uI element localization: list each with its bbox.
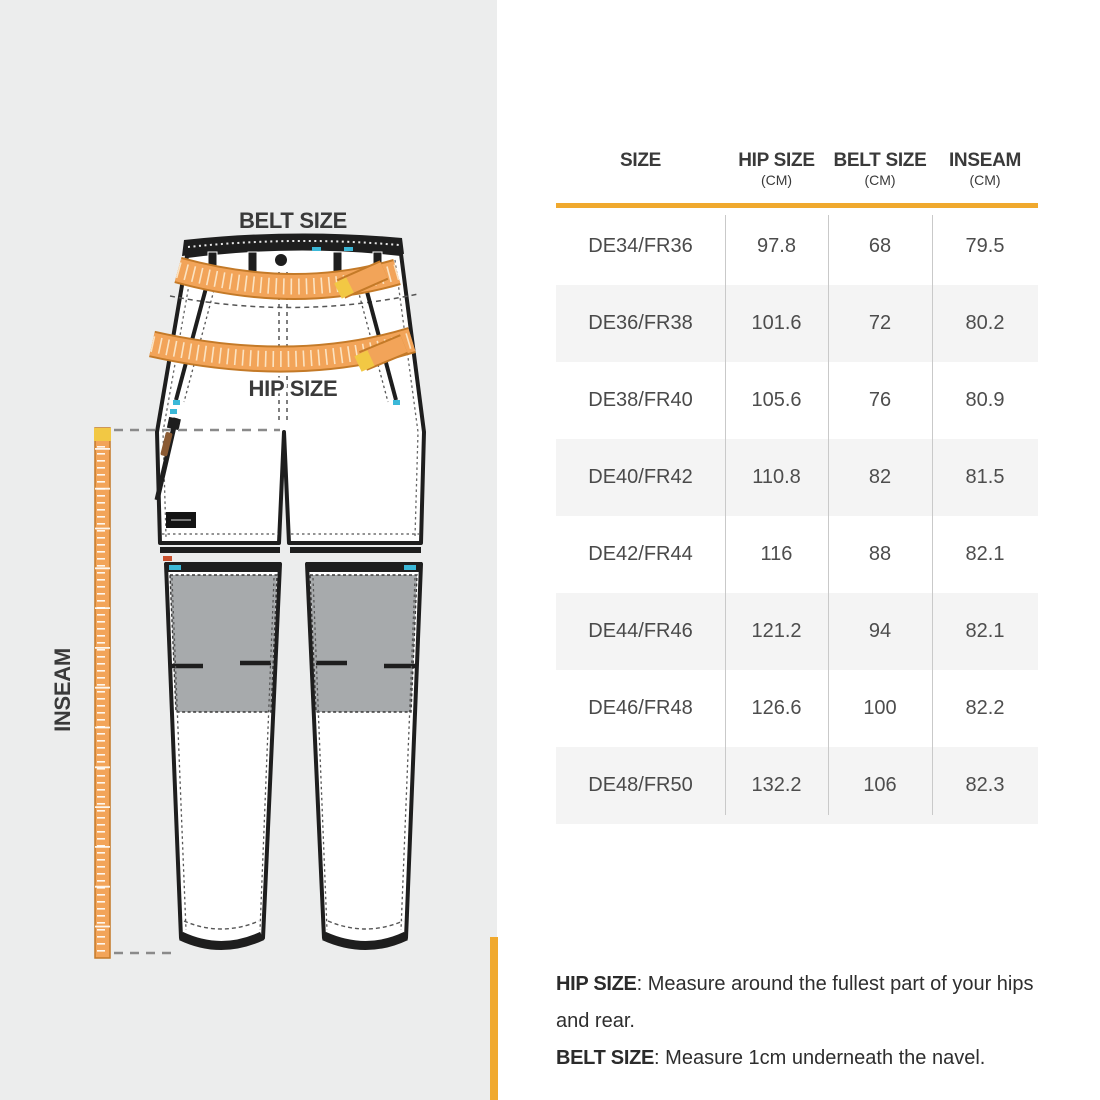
- cell-size: DE48/FR50: [588, 774, 693, 796]
- cyan-accent-knee-right: [404, 565, 416, 570]
- cyan-accent-waist-right: [344, 247, 353, 251]
- accent-bar: [490, 937, 498, 1100]
- ruler-yellow-cap: [94, 428, 111, 441]
- cell-belt: 100: [863, 697, 897, 719]
- zip-off-leg-left: [163, 556, 281, 948]
- column-divider: [828, 215, 829, 815]
- belt-measuring-tape: [178, 270, 397, 291]
- cell-size: DE42/FR44: [588, 543, 693, 565]
- cell-size: DE44/FR46: [588, 620, 693, 642]
- diagram-panel: [0, 0, 497, 1100]
- inseam-label: INSEAM: [50, 648, 75, 732]
- cell-inseam: 82.1: [965, 543, 1005, 565]
- table-row: [556, 285, 1038, 362]
- belt-size-label: BELT SIZE: [238, 208, 348, 233]
- cyan-accent-pocket-left-1: [173, 400, 180, 405]
- cell-size: DE46/FR48: [588, 697, 693, 719]
- cell-belt: 68: [868, 235, 892, 257]
- column-divider: [932, 215, 933, 815]
- red-accent-knee-left: [163, 556, 172, 561]
- cell-belt: 76: [868, 389, 892, 411]
- hip-size-note-text: : Measure around the fullest part of your hips and rear.: [556, 973, 1034, 1032]
- cell-hip: 97.8: [757, 235, 796, 257]
- knee-panel-right: [310, 575, 417, 712]
- cell-inseam: 79.5: [965, 235, 1005, 257]
- cell-hip: 132.2: [751, 774, 802, 796]
- cell-hip: 116: [760, 543, 793, 565]
- belt-size-note: [556, 1040, 1066, 1077]
- cell-inseam: 81.5: [965, 466, 1005, 488]
- cell-hip: 101.6: [751, 312, 802, 334]
- cell-belt: 94: [868, 620, 892, 642]
- table-row: [556, 593, 1038, 670]
- cell-belt: 88: [868, 543, 892, 565]
- cell-size: DE34/FR36: [588, 235, 693, 257]
- hip-tape-yellow-tip: [358, 358, 371, 364]
- table-header: [556, 140, 1038, 203]
- hip-size-note-term: HIP SIZE: [556, 973, 637, 995]
- size-table: [556, 140, 1038, 824]
- table-row: [556, 362, 1038, 439]
- table-body: [556, 208, 1038, 824]
- cell-hip: 121.2: [751, 620, 802, 642]
- table-row: [556, 747, 1038, 824]
- table-row: [556, 208, 1038, 285]
- knee-panel-left: [170, 575, 277, 712]
- table-row: [556, 439, 1038, 516]
- cell-inseam: 80.2: [965, 312, 1005, 334]
- cyan-accent-knee-left: [169, 565, 181, 570]
- hip-size-note: [556, 966, 1066, 1040]
- hip-size-label: HIP SIZE: [248, 376, 338, 401]
- column-header-size: SIZE: [619, 150, 662, 171]
- cell-inseam: 82.2: [965, 697, 1005, 719]
- cyan-accent-waist-left: [312, 247, 321, 251]
- cell-hip: 126.6: [751, 697, 802, 719]
- cyan-accent-pocket-left-2: [170, 409, 177, 414]
- cell-belt: 106: [863, 774, 897, 796]
- measurement-notes: [556, 966, 1066, 1077]
- column-divider: [725, 215, 726, 815]
- cell-size: DE40/FR42: [588, 466, 693, 488]
- belt-tape-yellow-tip: [338, 285, 350, 291]
- cell-belt: 82: [868, 466, 892, 488]
- belt-size-note-term: BELT SIZE: [556, 1047, 655, 1069]
- belt-size-note-text: : Measure 1cm underneath the navel.: [654, 1047, 986, 1069]
- cyan-accent-pocket-right: [393, 400, 400, 405]
- cell-inseam: 82.3: [965, 774, 1005, 796]
- waist-button: [275, 254, 287, 266]
- column-header-hip-size: HIP SIZE (CM): [738, 150, 815, 188]
- column-header-belt-size: BELT SIZE (CM): [833, 150, 927, 188]
- cell-size: DE36/FR38: [588, 312, 693, 334]
- inseam-ruler: [94, 428, 111, 958]
- zip-off-leg-right: [306, 562, 422, 948]
- cell-inseam: 82.1: [965, 620, 1005, 642]
- table-row: [556, 670, 1038, 747]
- cell-belt: 72: [868, 312, 892, 334]
- cell-inseam: 80.9: [965, 389, 1005, 411]
- pants-illustration: [0, 0, 497, 1100]
- cell-size: DE38/FR40: [588, 389, 693, 411]
- table-row: [556, 516, 1038, 593]
- column-header-inseam: INSEAM (CM): [948, 150, 1022, 188]
- cell-hip: 105.6: [751, 389, 802, 411]
- cell-hip: 110.8: [752, 466, 801, 488]
